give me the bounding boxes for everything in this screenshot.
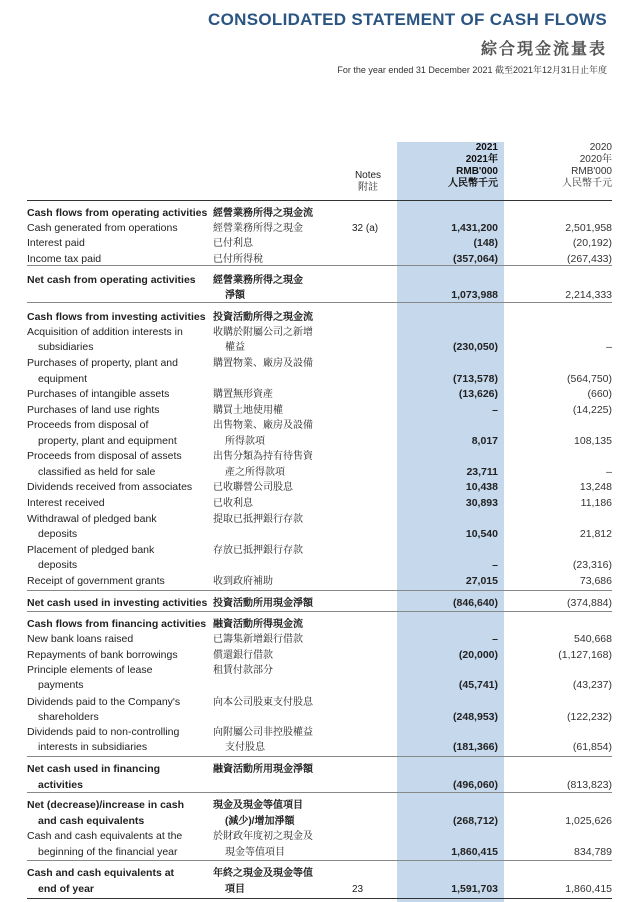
- value-2021: –: [492, 559, 498, 571]
- row-label-en-cont: classified as held for sale: [38, 466, 156, 478]
- row-label-en-cont: deposits: [38, 559, 78, 571]
- row-label-zh-cont: 淨額: [225, 290, 245, 301]
- prior-year-header: 2020 2020年 RMB'000 人民幣千元: [562, 142, 612, 189]
- row-label-zh: 提取已抵押銀行存款: [213, 514, 303, 525]
- row-label-en-cont: deposits: [38, 528, 78, 540]
- value-2020: (660): [587, 388, 612, 400]
- row-label-en: Dividends paid to non-controlling: [27, 726, 180, 738]
- row-label-zh: 償還銀行借款: [213, 650, 273, 661]
- value-2021: 10,540: [465, 528, 498, 540]
- value-2021: (148): [473, 237, 498, 249]
- row-label-zh-cont: 支付股息: [225, 742, 265, 753]
- row-note-ref: 32 (a): [352, 223, 379, 234]
- value-2021: (230,050): [453, 341, 498, 353]
- value-2020: (14,225): [572, 404, 612, 416]
- row-label-en-cont: equipment: [38, 373, 88, 385]
- value-2020: (374,884): [567, 597, 612, 609]
- value-2021: (496,060): [453, 779, 498, 791]
- row-label-zh: 經營業務所得之現金: [213, 223, 303, 234]
- row-label-en: Income tax paid: [27, 253, 102, 265]
- row-label-zh-cont: 項目: [225, 884, 245, 895]
- value-2021: (181,366): [453, 741, 498, 753]
- row-label-zh-cont: 現金等值項目: [225, 847, 285, 858]
- value-2021: (357,064): [453, 253, 498, 265]
- value-2020: 13,248: [579, 481, 612, 493]
- row-label-en: Receipt of government grants: [27, 575, 165, 587]
- value-2020: (20,192): [572, 237, 612, 249]
- page-subtitle: For the year ended 31 December 2021 截至2021年12月31日止年度: [337, 65, 607, 75]
- value-2020: 2,501,958: [565, 222, 612, 234]
- row-label-en-cont: activities: [38, 779, 83, 791]
- value-2020: (43,237): [572, 679, 612, 691]
- value-2021: (713,578): [453, 373, 498, 385]
- row-label-zh-cont: (減少)/增加淨額: [225, 816, 295, 827]
- value-2020: –: [606, 466, 612, 478]
- value-2020: 2,214,333: [565, 289, 612, 301]
- value-2020: 21,812: [579, 528, 612, 540]
- row-label-zh: 向本公司股東支付股息: [213, 697, 313, 708]
- table-divider: [27, 898, 612, 899]
- value-2020: 108,135: [574, 435, 612, 447]
- value-2020: (122,232): [567, 711, 612, 723]
- value-2020: (61,854): [572, 741, 612, 753]
- value-2020: 834,789: [574, 846, 612, 858]
- value-2020: 11,186: [580, 497, 612, 509]
- row-label-zh: 年終之現金及現金等值: [213, 868, 313, 879]
- row-label-en: Acquisition of addition interests in: [27, 326, 183, 338]
- row-label-zh: 出售分類為持有待售資: [213, 451, 313, 462]
- row-label-en: Cash generated from operations: [27, 222, 178, 234]
- row-label-zh: 收購於附屬公司之新增: [213, 327, 313, 338]
- value-2021: –: [492, 633, 498, 645]
- table-divider: [27, 792, 612, 793]
- row-label-zh-cont: 所得款項: [225, 436, 265, 447]
- row-label-zh: 出售物業、廠房及設備: [213, 420, 313, 431]
- row-label-en: Repayments of bank borrowings: [27, 649, 178, 661]
- row-label-en: Purchases of property, plant and: [27, 357, 178, 369]
- table-divider: [27, 611, 612, 612]
- row-label-en: Withdrawal of pledged bank: [27, 513, 157, 525]
- row-label-en: Interest received: [27, 497, 105, 509]
- row-label-en-cont: property, plant and equipment: [38, 435, 177, 447]
- value-2021: 23,711: [466, 466, 498, 478]
- value-2020: 1,860,415: [565, 883, 612, 895]
- row-label-en: Proceeds from disposal of assets: [27, 450, 182, 462]
- table-divider: [27, 302, 612, 303]
- row-label-zh: 投資活動所得之現金流: [213, 312, 313, 323]
- value-2020: (267,433): [567, 253, 612, 265]
- row-label-zh: 存放已抵押銀行存款: [213, 545, 303, 556]
- page-title-zh: 綜合現金流量表: [480, 41, 607, 58]
- row-label-en: Net cash from operating activities: [27, 274, 196, 286]
- page-title: CONSOLIDATED STATEMENT OF CASH FLOWS: [208, 10, 607, 29]
- row-label-en-cont: subsidiaries: [38, 341, 94, 353]
- row-label-en: Cash and cash equivalents at the: [27, 830, 183, 842]
- row-label-zh: 已付利息: [213, 238, 253, 249]
- row-label-zh: 經營業務所得之現金流: [213, 208, 313, 219]
- table-divider: [27, 756, 612, 757]
- row-label-en: Cash flows from financing activities: [27, 618, 207, 630]
- row-label-zh-cont: 產之所得款項: [225, 467, 285, 478]
- row-label-zh: 於財政年度初之現金及: [213, 831, 313, 842]
- value-2020: –: [606, 341, 612, 353]
- value-2020: (813,823): [567, 779, 612, 791]
- row-label-en: Net cash used in investing activities: [27, 597, 208, 609]
- row-label-zh: 向附屬公司非控股權益: [213, 727, 313, 738]
- value-2021: 1,073,988: [451, 289, 498, 301]
- row-label-zh: 購置物業、廠房及設備: [213, 358, 313, 369]
- row-label-en: Principle elements of lease: [27, 664, 153, 676]
- row-label-en: Net cash used in financing: [27, 763, 161, 775]
- value-2020: 1,025,626: [565, 815, 612, 827]
- value-2021: 1,860,415: [451, 846, 498, 858]
- row-label-zh: 購買土地使用權: [213, 405, 283, 416]
- row-label-en-cont: and cash equivalents: [38, 815, 145, 827]
- row-label-en: Cash flows from investing activities: [27, 311, 206, 323]
- row-label-en: Interest paid: [27, 237, 85, 249]
- value-2021: 1,431,200: [451, 222, 498, 234]
- row-label-zh-cont: 權益: [225, 342, 245, 353]
- table-divider: [27, 590, 612, 591]
- value-2020: (23,316): [572, 559, 612, 571]
- row-label-en-cont: interests in subsidiaries: [38, 741, 148, 753]
- table-divider: [27, 200, 612, 201]
- value-2021: 8,017: [471, 435, 498, 447]
- row-label-zh: 已付所得稅: [213, 254, 263, 265]
- row-label-en-cont: beginning of the financial year: [38, 846, 178, 858]
- row-label-en: Net (decrease)/increase in cash: [27, 799, 184, 811]
- table-divider: [27, 860, 612, 861]
- row-label-zh: 已籌集新增銀行借款: [213, 634, 303, 645]
- row-label-zh: 租賃付款部分: [213, 665, 273, 676]
- current-year-header: 2021 2021年 RMB'000 人民幣千元: [448, 142, 498, 189]
- value-2020: 73,686: [579, 575, 612, 587]
- value-2021: (20,000): [458, 649, 498, 661]
- row-label-en: Purchases of land use rights: [27, 404, 160, 416]
- value-2021: (45,741): [458, 679, 498, 691]
- row-label-en: New bank loans raised: [27, 633, 134, 645]
- value-2020: (564,750): [567, 373, 612, 385]
- row-label-en-cont: payments: [38, 679, 84, 691]
- row-label-en: Cash and cash equivalents at: [27, 867, 175, 879]
- row-label-en: Placement of pledged bank: [27, 544, 155, 556]
- value-2021: 27,015: [465, 575, 498, 587]
- value-2021: (846,640): [453, 597, 498, 609]
- row-label-en: Dividends paid to the Company's: [27, 696, 181, 708]
- row-label-en: Cash flows from operating activities: [27, 207, 208, 219]
- row-label-zh: 融資活動所用現金淨額: [213, 764, 313, 775]
- value-2020: 540,668: [574, 633, 612, 645]
- value-2021: 30,893: [465, 497, 498, 509]
- row-label-zh: 收到政府補助: [213, 576, 273, 587]
- row-label-en: Purchases of intangible assets: [27, 388, 170, 400]
- row-label-zh: 融資活動所得現金流: [213, 619, 303, 630]
- row-note-ref: 23: [352, 884, 364, 895]
- row-label-zh: 已收利息: [213, 498, 253, 509]
- row-label-en-cont: shareholders: [38, 711, 99, 723]
- value-2021: (13,626): [458, 388, 498, 400]
- table-divider: [27, 265, 612, 266]
- notes-header: Notes 附註: [354, 170, 382, 193]
- row-label-en: Proceeds from disposal of: [27, 419, 149, 431]
- row-label-zh: 投資活動所用現金淨額: [213, 598, 313, 609]
- value-2021: 1,591,703: [451, 883, 498, 895]
- row-label-zh: 經營業務所得之現金: [213, 275, 303, 286]
- row-label-zh: 購置無形資產: [213, 389, 273, 400]
- row-label-en: Dividends received from associates: [27, 481, 193, 493]
- value-2021: –: [492, 404, 498, 416]
- value-2021: (268,712): [453, 815, 498, 827]
- row-label-en-cont: end of year: [38, 883, 95, 895]
- row-label-zh: 已收聯營公司股息: [213, 482, 293, 493]
- value-2021: (248,953): [453, 711, 498, 723]
- value-2020: (1,127,168): [558, 649, 612, 661]
- row-label-zh: 現金及現金等值項目: [213, 800, 303, 811]
- value-2021: 10,438: [465, 481, 498, 493]
